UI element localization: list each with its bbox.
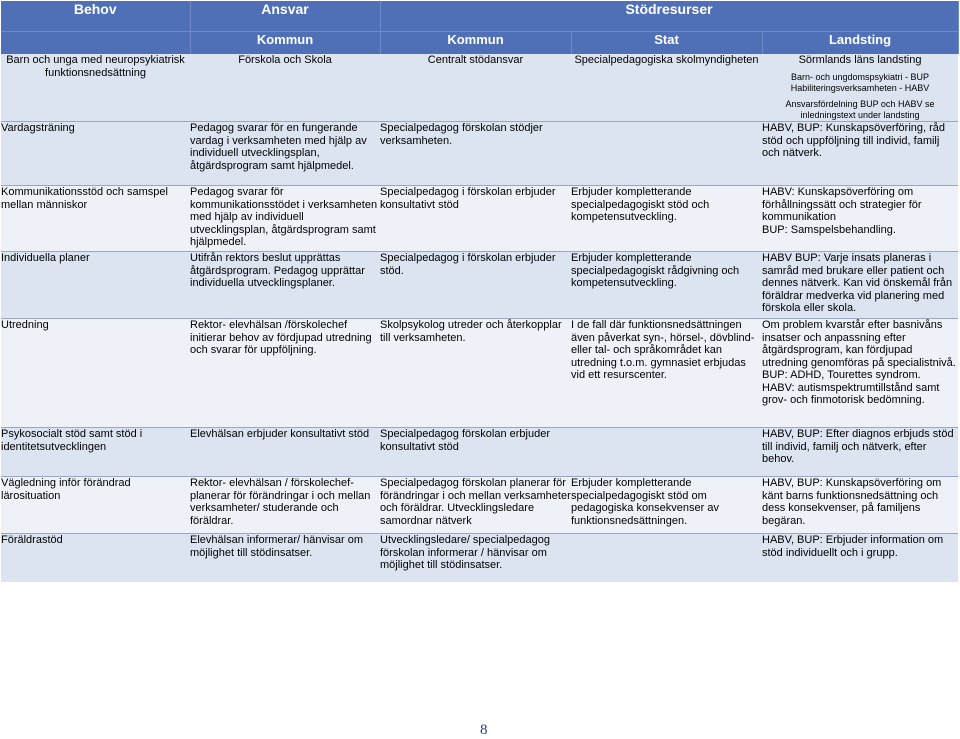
cell-ansvar: Elevhälsan informerar/ hänvisar om möjlighet till stödinsatser. (190, 534, 380, 582)
cell-landsting: Om problem kvarstår efter basnivåns insatser och anpassning efter åtgärdsprogram, kan fördjupad utredning genomföras på specialistnivå. BUP: ADHD, Tourettes syndrom. HABV: autismspektrumtillstånd samt grov- och finmotorisk bedömning. (762, 319, 958, 428)
cell-behov: Individuella planer (1, 252, 190, 319)
cell-stat: Erbjuder kompletterande specialpedagogiskt rådgivning och kompetensutveckling. (571, 252, 762, 319)
cell-behov: Vardagsträning (1, 122, 190, 186)
cell-behov: Vägledning inför förändrad lärosituation (1, 477, 190, 534)
table-row (1, 477, 958, 534)
cell-ansvar: Rektor- elevhälsan /förskolechef initierar behov av fördjupad utredning och svarar för uppföljning. (190, 319, 380, 428)
cell-kommun: Specialpedagog förskolan stödjer verksamheten. (380, 122, 571, 186)
cell-kommun: Skolpsykolog utreder och återkopplar till verksamheten. (380, 319, 571, 428)
cell-kommun: Specialpedagog i förskolan erbjuder stöd. (380, 252, 571, 319)
cell-kommun: Specialpedagog förskolan erbjuder konsultativt stöd (380, 428, 571, 477)
subheader-kommun: Centralt stödansvar (380, 54, 571, 122)
header-blank (1, 32, 190, 55)
cell-landsting: HABV: Kunskapsöverföring om förhållningssätt och strategier för kommunikation BUP: Samspelsbehandling. (762, 186, 958, 252)
header-kommun-2: Kommun (380, 32, 571, 55)
cell-behov: Kommunikationsstöd och samspel mellan människor (1, 186, 190, 252)
cell-landsting: HABV BUP: Varje insats planeras i samråd med brukare eller patient och dennes nätverk. Kan vid önskemål från föräldrar medverka vid planering med förskola eller skola. (762, 252, 958, 319)
cell-stat (571, 122, 762, 186)
subheader-landsting (762, 54, 958, 122)
subheader-behov: Barn och unga med neuropsykiatrisk funktionsnedsättning (1, 54, 190, 122)
cell-landsting: HABV, BUP: Kunskapsöverföring, råd stöd och uppföljning till individ, familj och nätverk. (762, 122, 958, 186)
subheader-stat: Specialpedagogiska skolmyndigheten (571, 54, 762, 122)
header-behov: Behov (1, 1, 190, 32)
subheader-landsting-title: Sörmlands läns landsting (798, 54, 922, 66)
subheader-ansvar: Förskola och Skola (190, 54, 380, 122)
cell-ansvar: Utifrån rektors beslut upprättas åtgärdsprogram. Pedagog upprättar individuella utvecklingsplaner. (190, 252, 380, 319)
table-row (1, 186, 958, 252)
cell-landsting: HABV, BUP: Kunskapsöverföring om känt barns funktionsnedsättning och dess konsekvenser, på familjens begäran. (762, 477, 958, 534)
header-ansvar: Ansvar (190, 1, 380, 32)
cell-kommun: Specialpedagog förskolan planerar för förändringar i och mellan verksamheter och föräldrar. Utvecklingsledare samordnar nätverk (380, 477, 571, 534)
header-kommun-1: Kommun (190, 32, 380, 55)
header-stodresurser: Stödresurser (380, 1, 958, 32)
subheader-landsting-note-1: Barn- och ungdomspsykiatri - BUP Habiliteringsverksamheten - HABV (790, 72, 930, 93)
table-row (1, 252, 958, 319)
cell-stat (571, 534, 762, 582)
cell-stat: Erbjuder kompletterande specialpedagogiskt stöd om pedagogiska konsekvenser av funktionsnedsättningen. (571, 477, 762, 534)
table-row (1, 122, 958, 186)
cell-kommun: Utvecklingsledare/ specialpedagog förskolan informerar / hänvisar om möjlighet till stödinsatser. (380, 534, 571, 582)
page-number: 8 (480, 722, 488, 738)
cell-ansvar: Elevhälsan erbjuder konsultativt stöd (190, 428, 380, 477)
cell-ansvar: Pedagog svarar för en fungerande vardag i verksamheten med hjälp av individuell utvecklingsplan, åtgärdsprogram samt hjälpmedel. (190, 122, 380, 186)
cell-landsting: HABV, BUP: Erbjuder information om stöd individuellt och i grupp. (762, 534, 958, 582)
table-row (1, 534, 958, 582)
resource-table (1, 1, 959, 582)
cell-behov: Utredning (1, 319, 190, 428)
cell-stat (571, 428, 762, 477)
cell-behov: Föräldrastöd (1, 534, 190, 582)
cell-ansvar: Rektor- elevhälsan / förskolechef- planerar för förändringar i och mellan verksamheter/ studerande och föräldrar. (190, 477, 380, 534)
cell-landsting: HABV, BUP: Efter diagnos erbjuds stöd till individ, familj och nätverk, efter behov. (762, 428, 958, 477)
header-landsting: Landsting (762, 32, 958, 55)
table-row (1, 428, 958, 477)
cell-behov: Psykosocialt stöd samt stöd i identitetsutvecklingen (1, 428, 190, 477)
subheader-landsting-note-2: Ansvarsfördelning BUP och HABV se inledningstext under landsting (785, 99, 935, 120)
cell-kommun: Specialpedagog i förskolan erbjuder konsultativt stöd (380, 186, 571, 252)
cell-stat: I de fall där funktionsnedsättningen även påverkat syn-, hörsel-, dövblind- eller tal- och språkområdet kan utredning t.o.m. gymnasiet erbjudas vid ett resurscenter. (571, 319, 762, 428)
header-stat: Stat (571, 32, 762, 55)
cell-ansvar: Pedagog svarar för kommunikationsstödet i verksamheten med hjälp av individuell utvecklingsplan, åtgärdsprogram samt hjälpmedel. (190, 186, 380, 252)
table-row (1, 319, 958, 428)
cell-stat: Erbjuder kompletterande specialpedagogiskt stöd och kompetensutveckling. (571, 186, 762, 252)
subheader-row (1, 54, 958, 122)
